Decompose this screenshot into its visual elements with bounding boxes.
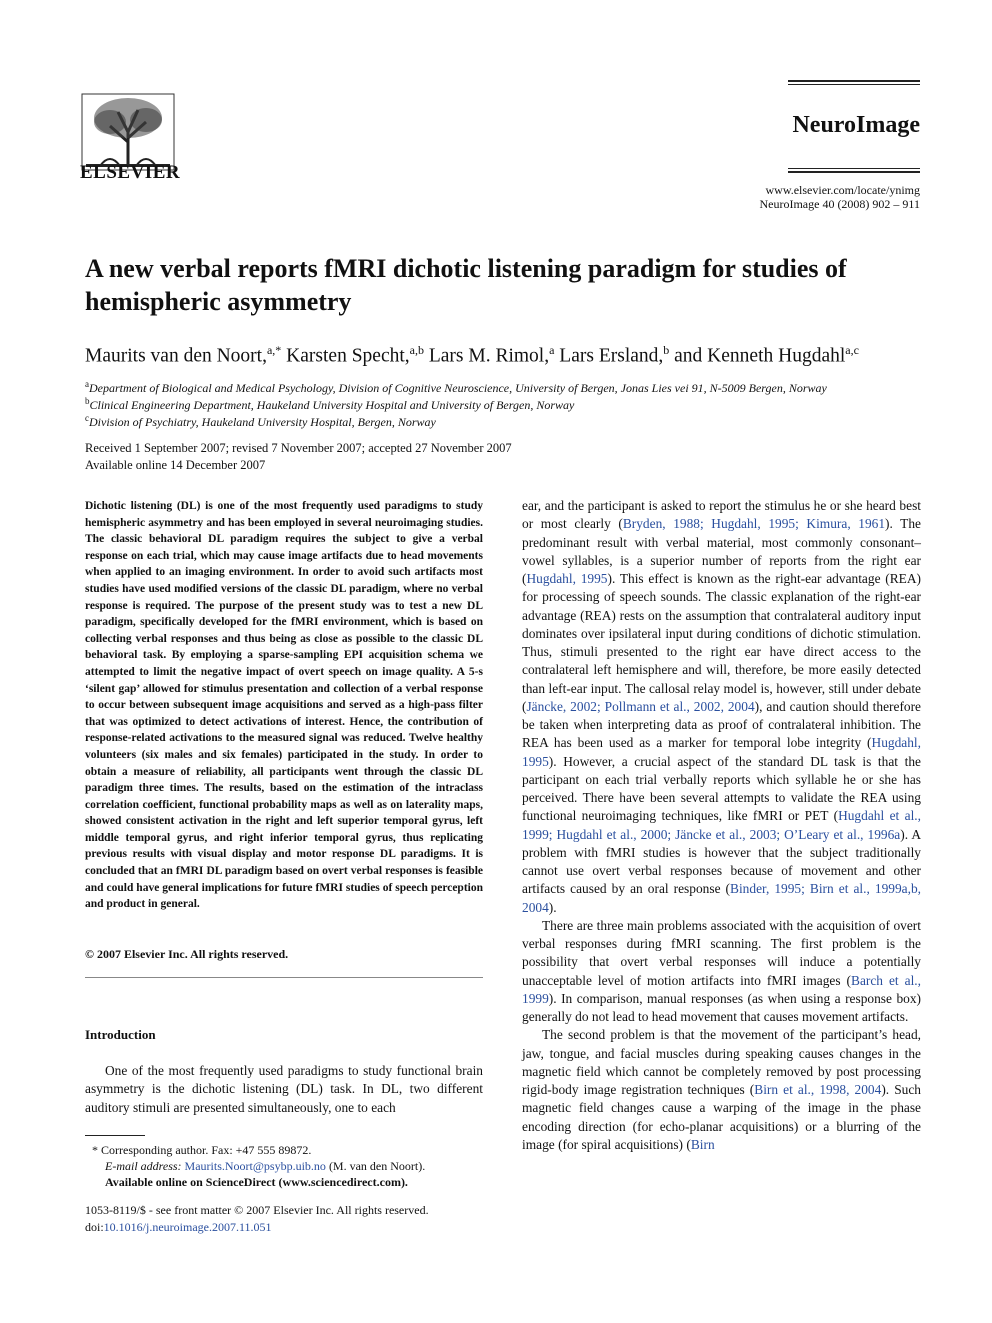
- affiliation: [85, 396, 574, 413]
- section-heading-introduction: Introduction: [85, 1027, 156, 1042]
- online-date: Available online 14 December 2007: [85, 458, 266, 472]
- affiliation: [85, 379, 827, 396]
- journal-name: NeuroImage: [792, 112, 920, 138]
- sciencedirect-note: Available online on ScienceDirect (www.sciencedirect.com).: [105, 1175, 408, 1189]
- footnote-rule: [85, 1135, 145, 1136]
- header-rule: [788, 171, 920, 173]
- citation-link[interactable]: Birn: [690, 1136, 715, 1152]
- author-name: and Kenneth Hugdahl: [674, 345, 846, 367]
- body-paragraph: [522, 1026, 921, 1154]
- affiliation: [85, 413, 436, 430]
- body-paragraph: [522, 917, 921, 1027]
- doi-line: [85, 1220, 272, 1235]
- affiliation-mark: a: [85, 379, 89, 389]
- issn-line: 1053-8119/$ - see front matter © 2007 Elsevier Inc. All rights reserved.: [85, 1203, 429, 1217]
- citation-link[interactable]: Hugdahl, 1995: [526, 571, 608, 586]
- email-label: E-mail address:: [105, 1159, 182, 1173]
- body-text: ). A problem with fMRI studies is however that the subject traditionally cannot use overt verbal responses because of movement and other artifacts caused by an oral response (: [522, 826, 921, 897]
- author-affiliation-mark: a: [549, 343, 555, 357]
- article-dates: [85, 440, 512, 474]
- abstract: Dichotic listening (DL) is one of the most frequently used paradigms to study hemispheric asymmetry and has been employed in several neuroimaging studies. The classic behavioral DL paradigm requires the subject to give a verbal response on each trial, which may cause image artifacts due to head movements when applied to an imaging environment. In order to avoid such artifacts most studies have used modified versions of the classic DL paradigm, where no verbal response is required. The purpose of the present study was to test a new DL paradigm, specifically developed for the fMRI environment, which is based on collecting verbal responses and thus being as close as possible to the classic DL behavioral task. By employing a sparse-sampling EPI acquisition schema we attempted to limit the negative impact of overt speech on image quality. A 5-s ‘silent gap’ allowed for stimulus presentation and collection of a verbal response to occur between subsequent image acquisitions and served as a high-pass filter that was optimized to detect activations of interest. Hence, the contribution of response-related activations to the measured signal was reduced. Twelve healthy volunteers (six males and six females) participated in the study. In order to obtain a measure of reliability, all participants went through the classic DL paradigm three times. The results, based on the estimation of the intraclass correlation coefficient, functional probability maps as well as on laterality maps, showed consistent activation in the right and left superior temporal gyrus, left middle temporal gyrus, and right inferior temporal gyrus, thus replicating previous results with visual display and motor response DL paradigms. It is concluded that an fMRI DL paradigm based on overt verbal responses is feasible and could have general implications for future fMRI studies of speech perception and product in general.: [85, 500, 483, 911]
- body-text: ). However, a crucial aspect of the standard DL task is that the participant on each trial verbally reports which syllable he or she has perceived. There have been several attempts to validate the REA using functional neuroimaging techniques, like fMRI or PET (: [522, 753, 921, 824]
- body-text: ). In comparison, manual responses (as when using a response box) generally do not lead to head movement that causes movement artifacts.: [522, 990, 921, 1024]
- citation-link[interactable]: Hugdahl, 1995: [522, 735, 921, 769]
- email-link[interactable]: Maurits.Noort@psybp.uib.no: [184, 1159, 326, 1173]
- journal-citation: NeuroImage 40 (2008) 902 – 911: [759, 197, 920, 211]
- body-text: ). This effect is known as the right-ear advantage (REA) for processing of speech sounds. The classic explanation of the right-ear advantage (REA) rests on the assumption that contralateral auditory input dominates over ipsilateral input during conditions of dichotic stimulation. Thus, stimuli presented to the right ear have direct access to the contralateral left hemisphere and will, therefore, be more easily detected than left-ear input. The callosal relay model is, however, still under debate (: [522, 571, 921, 714]
- header-rule: [788, 80, 920, 82]
- affiliation-text: Clinical Engineering Department, Haukeland University Hospital and University of Bergen, Norway: [89, 398, 575, 412]
- received-dates: Received 1 September 2007; revised 7 November 2007; accepted 27 November 2007: [85, 441, 512, 455]
- journal-url[interactable]: www.elsevier.com/locate/ynimg: [765, 183, 920, 197]
- body-paragraph: [522, 497, 921, 917]
- body-text: ). The predominant result with verbal material, most commonly consonant–vowel syllables, is a superior number of reports from the right ear (: [522, 516, 921, 586]
- abstract-divider: [85, 977, 483, 978]
- citation-link[interactable]: Barch et al., 1999: [522, 972, 921, 1006]
- author-affiliation-mark: b: [663, 343, 670, 357]
- author-affiliation-mark: a,b: [409, 343, 424, 357]
- affiliation-mark: c: [85, 413, 89, 423]
- author-name: Lars Ersland,: [559, 345, 664, 367]
- abstract-copyright: © 2007 Elsevier Inc. All rights reserved.: [85, 947, 289, 961]
- body-text: ), and caution should therefore be taken when interpreting data as proof of contralateral inhibition. The REA has been used as a marker for temporal lobe integrity (: [522, 698, 921, 751]
- doi-link[interactable]: 10.1016/j.neuroimage.2007.11.051: [103, 1220, 272, 1234]
- affiliation-text: Division of Psychiatry, Haukeland University Hospital, Bergen, Norway: [89, 415, 436, 429]
- introduction-paragraph: One of the most frequently used paradigms to study functional brain asymmetry is the dichotic listening (DL) task. In DL, two different auditory stimuli are presented simultaneously, one to each: [85, 1063, 483, 1115]
- author-affiliation-mark: a,c: [845, 343, 859, 357]
- citation-link[interactable]: Jäncke, 2002; Pollmann et al., 2002, 2004: [526, 698, 755, 714]
- publisher-name: ELSEVIER: [80, 162, 181, 183]
- author-name: Karsten Specht,: [286, 345, 410, 367]
- affiliation-mark: b: [85, 396, 90, 406]
- citation-link[interactable]: Bryden, 1988; Hugdahl, 1995; Kimura, 1961: [622, 516, 886, 532]
- body-text: ear, and the participant is asked to report the stimulus he or she heard best or most clearly (: [522, 498, 921, 532]
- doi-label: doi:: [85, 1220, 104, 1234]
- email-suffix: (M. van den Noort).: [325, 1159, 426, 1173]
- citation-link[interactable]: Binder, 1995; Birn et al., 1999a,b, 2004: [522, 881, 921, 915]
- paper-title: A new verbal reports fMRI dichotic listening paradigm for studies of hemispheric asymmetry: [85, 254, 847, 316]
- author-name: Maurits van den Noort,: [85, 345, 267, 367]
- body-text: ). Such magnetic field changes cause a warping of the image in the phase encoding direction (for echo-planar acquisitions) or a blurring of the image (for spiral acquisitions) (: [522, 1082, 921, 1152]
- body-text: There are three main problems associated with the acquisition of overt verbal responses during fMRI scanning. The first problem is the possibility that overt verbal responses will induce a potentially unacceptable level of motion artifacts into fMRI images (: [522, 917, 921, 988]
- right-column-body: [522, 497, 921, 1154]
- citation-link[interactable]: Hugdahl et al., 1999; Hugdahl et al., 2000; Jäncke et al., 2003; O’Leary et al., 1996a: [522, 808, 921, 842]
- citation-link[interactable]: Birn et al., 1998, 2004: [754, 1082, 882, 1097]
- header-rule: [788, 168, 920, 169]
- author-affiliation-mark: a,*: [266, 343, 282, 357]
- email-line: [105, 1158, 425, 1175]
- body-text: ).: [548, 899, 557, 915]
- author-name: Lars M. Rimol,: [428, 345, 550, 367]
- header-rule: [788, 84, 920, 85]
- corresponding-author-note: * Corresponding author. Fax: +47 555 89872.: [92, 1143, 312, 1157]
- author-list: [85, 337, 925, 370]
- affiliation-text: Department of Biological and Medical Psychology, Division of Cognitive Neuroscience, University of Bergen, Jonas Lies vei 91, N-5009 Bergen, Norway: [89, 381, 827, 395]
- body-text: The second problem is that the movement of the participant’s head, jaw, tongue, and facial muscles during speaking causes changes in the magnetic field which cannot be completely removed by post processing rigid-body image registration techniques (: [522, 1027, 921, 1097]
